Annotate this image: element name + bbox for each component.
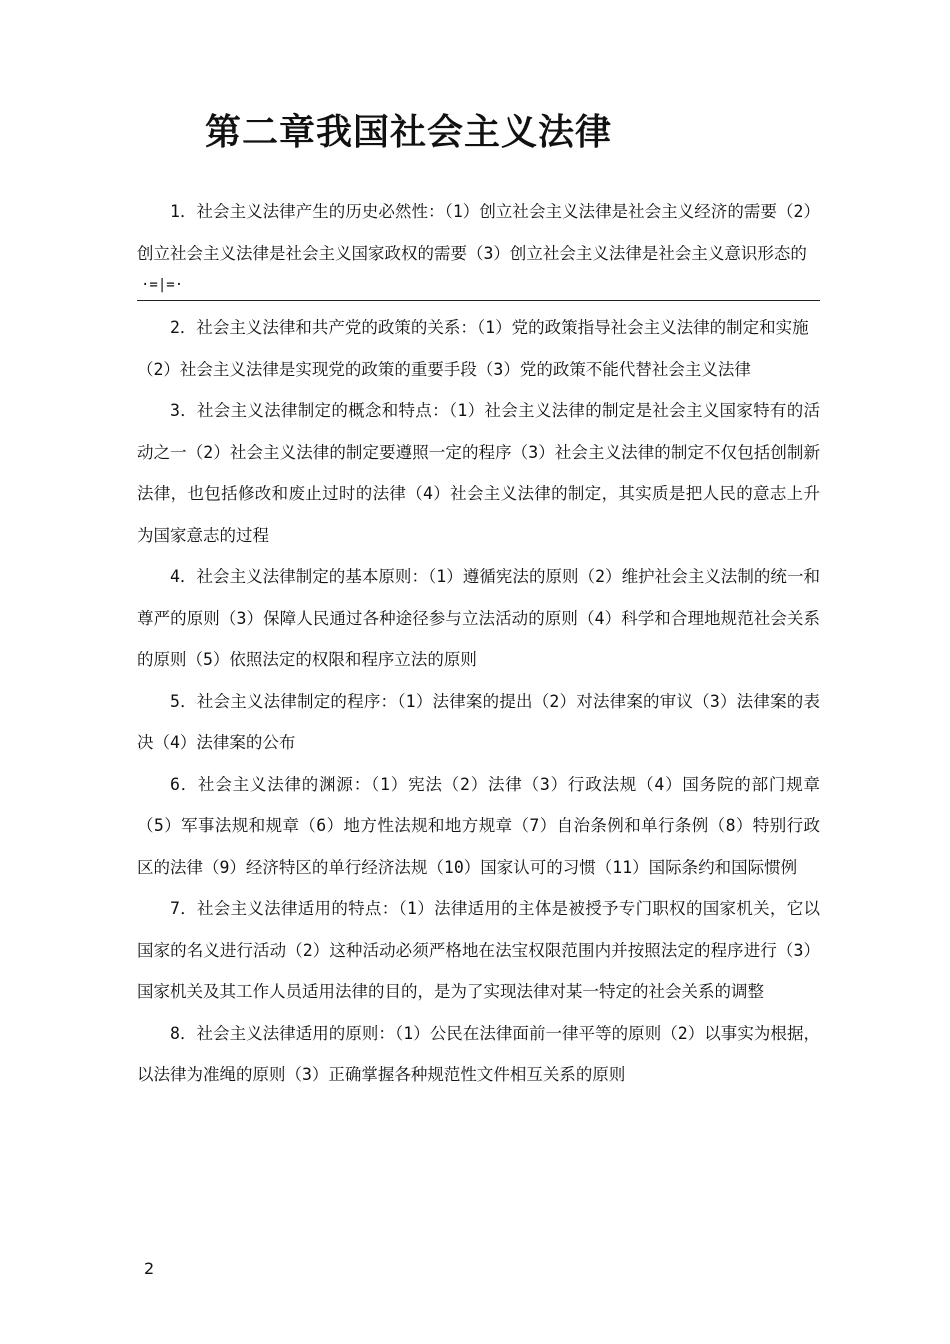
paragraph-2: 2．社会主义法律和共产党的政策的关系：（1）党的政策指导社会主义法律的制定和实施: [170, 318, 809, 337]
page-number: 2: [144, 1259, 155, 1278]
paragraph-4: 4．社会主义法律制定的基本原则：（1）遵循宪法的原则（2）维护社会主义法制的统一和尊严的原则（3）保障人民通过各种途径参与立法活动的原则（4）科学和合理地规范社会关系的原则（5）依照法定的权限和程序立法的原则: [137, 567, 820, 669]
chapter-title: 第二章我国社会主义法律: [205, 112, 613, 153]
document-body: [137, 191, 820, 1096]
divider-rule: ·=|=·: [137, 274, 820, 301]
paragraph-6: 6．社会主义法律的渊源：（1）宪法（2）法律（3）行政法规（4）国务院的部门规章（5）军事法规和规章（6）地方性法规和地方规章（7）自治条例和单行条例（8）特别行政区的法律（9）经济特区的单行经济法规（10）国家认可的习惯（11）国际条约和国际惯例: [137, 774, 820, 877]
paragraph-1: 1．社会主义法律产生的历史必然性：（1）创立社会主义法律是社会主义经济的需要（2）创立社会主义法律是社会主义国家政权的需要（3）创立社会主义法律是社会主义意识形态的: [137, 202, 820, 263]
paragraph-3: 3．社会主义法律制定的概念和特点：（1）社会主义法律的制定是社会主义国家特有的活动之一（2）社会主义法律的制定要遵照一定的程序（3）社会主义法律的制定不仅包括创制新法律，也包括修改和废止过时的法律（4）社会主义法律的制定，其实质是把人民的意志上升为国家意志的过程: [137, 401, 820, 545]
paragraph-2-continued: （2）社会主义法律是实现党的政策的重要手段（3）党的政策不能代替社会主义法律: [137, 359, 751, 379]
paragraph-7: 7．社会主义法律适用的特点：（1）法律适用的主体是被授予专门职权的国家机关，它以国家的名义进行活动（2）这种活动必须严格地在法宝权限范围内并按照法定的程序进行（3）国家机关及其工作人员适用法律的目的，是为了实现法律对某一特定的社会关系的调整: [137, 899, 820, 1001]
paragraph-8: 8．社会主义法律适用的原则：（1）公民在法律面前一律平等的原则（2）以事实为根据，以法律为准绳的原则（3）正确掌握各种规范性文件相互关系的原则: [137, 1023, 820, 1084]
paragraph-5: 5．社会主义法律制定的程序：（1）法律案的提出（2）对法律案的审议（3）法律案的表决（4）法律案的公布: [137, 691, 820, 752]
